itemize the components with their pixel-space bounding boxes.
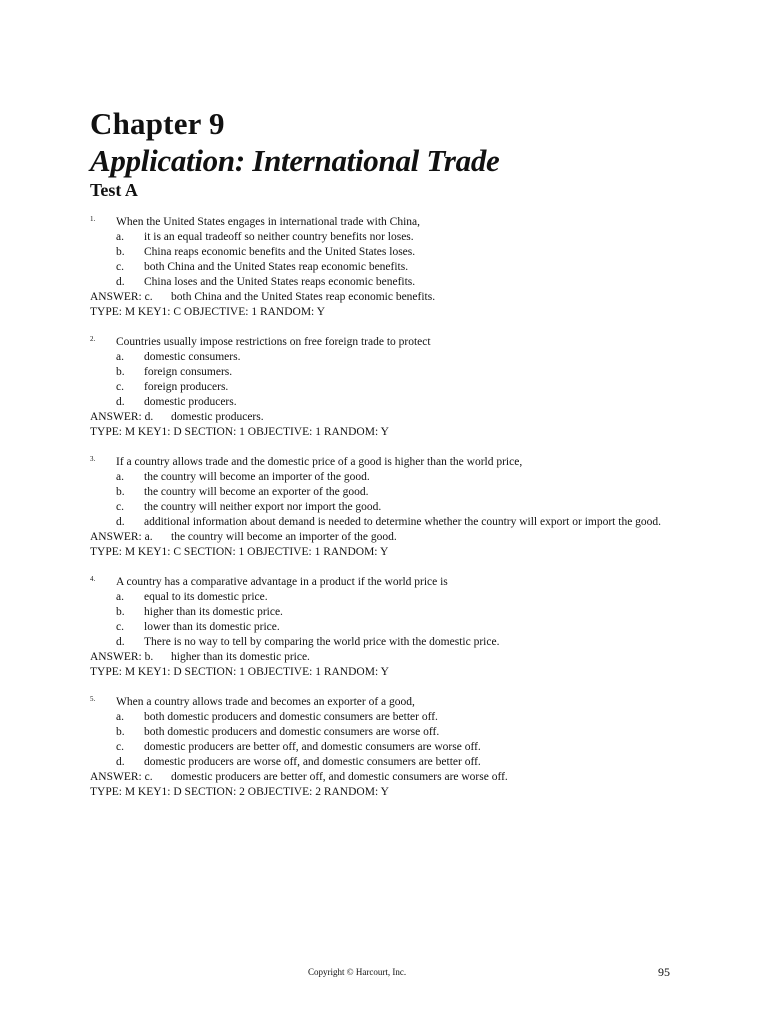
option-text: additional information about demand is needed to determine whether the country will export or import the good. xyxy=(144,516,662,528)
answer-line xyxy=(90,530,690,545)
answer-option xyxy=(90,755,690,770)
answer-option xyxy=(90,245,690,260)
answer-text: domestic producers are better off, and domestic consumers are worse off. xyxy=(171,771,508,783)
option-text: China loses and the United States reaps economic benefits. xyxy=(144,276,416,288)
answer-text: the country will become an importer of the good. xyxy=(171,531,397,543)
option-text: the country will neither export nor import the good. xyxy=(144,501,382,513)
option-letter: d. xyxy=(116,396,125,408)
type-line: TYPE: M KEY1: D SECTION: 1 OBJECTIVE: 1 RANDOM: Y xyxy=(90,426,389,438)
answer-option xyxy=(90,515,690,530)
answer-text: higher than its domestic price. xyxy=(171,651,310,663)
option-text: foreign consumers. xyxy=(144,366,233,378)
question-text: A country has a comparative advantage in a product if the world price is xyxy=(116,576,448,588)
question-number: 3. xyxy=(90,455,96,463)
test-label: Test A xyxy=(90,180,138,200)
option-letter: c. xyxy=(116,261,124,273)
question-list xyxy=(90,215,690,815)
question-stem xyxy=(90,215,690,230)
option-letter: c. xyxy=(116,501,124,513)
question-stem xyxy=(90,335,690,350)
option-text: domestic producers are better off, and domestic consumers are worse off. xyxy=(144,741,481,753)
answer-line xyxy=(90,290,690,305)
question-text: When the United States engages in international trade with China, xyxy=(116,216,421,228)
option-letter: c. xyxy=(116,621,124,633)
option-letter: d. xyxy=(116,516,125,528)
option-letter: c. xyxy=(116,381,124,393)
answer-label: ANSWER: b. xyxy=(90,651,154,663)
answer-option xyxy=(90,275,690,290)
option-text: the country will become an exporter of the good. xyxy=(144,486,369,498)
page-number: 95 xyxy=(658,965,670,979)
option-text: it is an equal tradeoff so neither country benefits nor loses. xyxy=(144,231,414,243)
answer-label: ANSWER: d. xyxy=(90,411,154,423)
option-letter: a. xyxy=(116,231,124,243)
answer-option xyxy=(90,620,690,635)
option-letter: c. xyxy=(116,741,124,753)
option-letter: b. xyxy=(116,726,125,738)
answer-option xyxy=(90,350,690,365)
question-text: When a country allows trade and becomes an exporter of a good, xyxy=(116,696,415,708)
question-item xyxy=(90,335,690,440)
copyright-notice: Copyright © Harcourt, Inc. xyxy=(308,967,407,977)
option-text: foreign producers. xyxy=(144,381,229,393)
option-text: domestic producers. xyxy=(144,396,237,408)
option-letter: d. xyxy=(116,636,125,648)
answer-option xyxy=(90,470,690,485)
option-text: both domestic producers and domestic consumers are worse off. xyxy=(144,726,440,738)
option-letter: b. xyxy=(116,246,125,258)
question-stem xyxy=(90,455,690,470)
option-letter: b. xyxy=(116,486,125,498)
option-text: both China and the United States reap economic benefits. xyxy=(144,261,409,273)
question-item xyxy=(90,695,690,800)
answer-option xyxy=(90,725,690,740)
answer-option xyxy=(90,710,690,725)
option-text: There is no way to tell by comparing the world price with the domestic price. xyxy=(144,636,500,648)
option-text: lower than its domestic price. xyxy=(144,621,280,633)
answer-text: domestic producers. xyxy=(171,411,264,423)
option-text: domestic consumers. xyxy=(144,351,241,363)
answer-label: ANSWER: c. xyxy=(90,771,153,783)
type-line: TYPE: M KEY1: C OBJECTIVE: 1 RANDOM: Y xyxy=(90,306,326,318)
option-letter: a. xyxy=(116,591,124,603)
question-item xyxy=(90,455,690,560)
option-letter: b. xyxy=(116,606,125,618)
answer-label: ANSWER: c. xyxy=(90,291,153,303)
question-text: If a country allows trade and the domestic price of a good is higher than the world price, xyxy=(116,456,523,468)
answer-option xyxy=(90,635,690,650)
answer-option xyxy=(90,605,690,620)
option-letter: a. xyxy=(116,471,124,483)
answer-option xyxy=(90,500,690,515)
option-letter: d. xyxy=(116,756,125,768)
chapter-title: Chapter 9 xyxy=(90,106,225,141)
option-text: both domestic producers and domestic consumers are better off. xyxy=(144,711,438,723)
question-stem xyxy=(90,695,690,710)
option-letter: b. xyxy=(116,366,125,378)
answer-option xyxy=(90,380,690,395)
answer-option xyxy=(90,260,690,275)
answer-option xyxy=(90,740,690,755)
type-line: TYPE: M KEY1: D SECTION: 1 OBJECTIVE: 1 RANDOM: Y xyxy=(90,666,389,678)
question-number: 5. xyxy=(90,695,96,703)
question-stem xyxy=(90,575,690,590)
answer-option xyxy=(90,485,690,500)
question-text: Countries usually impose restrictions on free foreign trade to protect xyxy=(116,336,431,348)
answer-option xyxy=(90,590,690,605)
option-letter: a. xyxy=(116,711,124,723)
answer-line xyxy=(90,650,690,665)
answer-label: ANSWER: a. xyxy=(90,531,153,543)
option-text: domestic producers are worse off, and domestic consumers are better off. xyxy=(144,756,481,768)
option-text: higher than its domestic price. xyxy=(144,606,283,618)
option-text: the country will become an importer of the good. xyxy=(144,471,370,483)
question-item xyxy=(90,575,690,680)
answer-line xyxy=(90,410,690,425)
answer-option xyxy=(90,395,690,410)
answer-option xyxy=(90,365,690,380)
option-letter: d. xyxy=(116,276,125,288)
answer-line xyxy=(90,770,690,785)
option-letter: a. xyxy=(116,351,124,363)
page-footer xyxy=(0,965,768,981)
chapter-subtitle: Application: International Trade xyxy=(90,143,500,178)
question-number: 1. xyxy=(90,215,96,223)
option-text: China reaps economic benefits and the United States loses. xyxy=(144,246,416,258)
answer-option xyxy=(90,230,690,245)
answer-text: both China and the United States reap economic benefits. xyxy=(171,291,436,303)
question-number: 4. xyxy=(90,575,96,583)
type-line: TYPE: M KEY1: C SECTION: 1 OBJECTIVE: 1 RANDOM: Y xyxy=(90,546,389,558)
question-number: 2. xyxy=(90,335,96,343)
question-item xyxy=(90,215,690,320)
option-text: equal to its domestic price. xyxy=(144,591,268,603)
type-line: TYPE: M KEY1: D SECTION: 2 OBJECTIVE: 2 RANDOM: Y xyxy=(90,786,389,798)
